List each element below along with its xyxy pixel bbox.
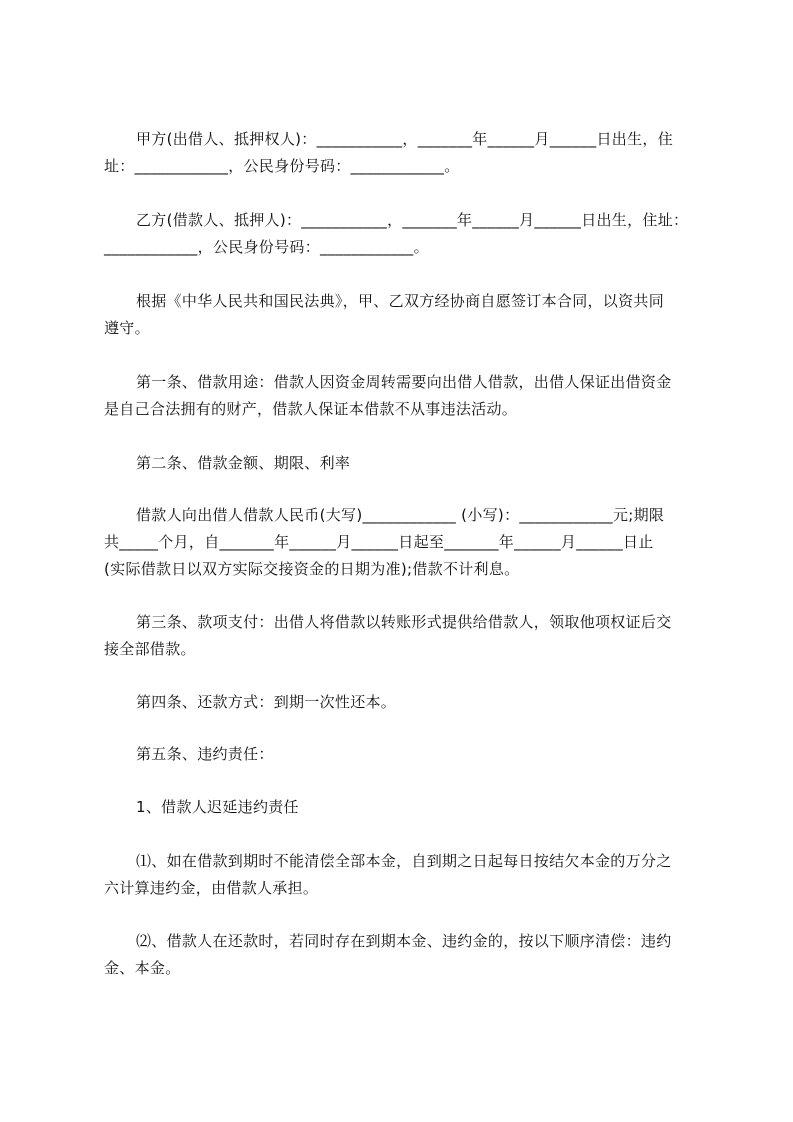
preamble-line-1: 根据《中华人民共和国民法典》，甲、乙双方经协商自愿签订本合同，以资共同	[136, 292, 665, 310]
article-3-paragraph	[104, 609, 714, 663]
clause-1-2-paragraph	[104, 928, 714, 982]
party-b-paragraph	[104, 207, 714, 261]
article-1-line-2: 是自己合法拥有的财产，借款人保证本借款不从事违法活动。	[104, 400, 518, 418]
party-a-paragraph	[104, 126, 714, 180]
party-a-line-1: 甲方(出借人、抵押权人)：___________，_______年______月______日出生，住	[136, 130, 674, 148]
clause-1-1-line-1: ⑴、如在借款到期时不能清偿全部本金，自到期之日起每日按结欠本金的万分之	[136, 852, 672, 870]
party-b-line-2: ____________，公民身份号码：____________。	[104, 238, 429, 256]
preamble-paragraph	[104, 288, 714, 342]
clause-1-title: 1、借款人迟延违约责任	[136, 798, 299, 816]
article-2-line-3: (实际借款日以双方实际交接资金的日期为准);借款不计利息。	[104, 560, 520, 578]
clause-1-2-line-2: 金、本金。	[104, 959, 181, 977]
party-a-line-2: 址：____________，公民身份号码：____________。	[104, 157, 460, 175]
article-2-line-1: 借款人向出借人借款人民币(大写)____________ (小写)：____________元;期限	[136, 506, 665, 524]
clause-1-1-paragraph	[104, 848, 714, 902]
article-3-line-1: 第三条、款项支付：出借人将借款以转账形式提供给借款人，领取他项权证后交	[136, 613, 672, 631]
preamble-line-2: 遵守。	[104, 319, 150, 337]
clause-1-2-line-1: ⑵、借款人在还款时，若同时存在到期本金、违约金的，按以下顺序清偿：违约	[136, 932, 672, 950]
article-2-title: 第二条、借款金额、期限、利率	[136, 454, 351, 472]
clause-1-1-line-2: 六计算违约金，由借款人承担。	[104, 879, 319, 897]
article-3-line-2: 接全部借款。	[104, 640, 196, 658]
article-1-paragraph	[104, 369, 714, 423]
article-1-line-1: 第一条、借款用途：借款人因资金周转需要向出借人借款，出借人保证出借资金	[136, 373, 672, 391]
article-5-title: 第五条、违约责任：	[136, 745, 274, 763]
article-2-line-2: 共_____个月，自_______年______月______日起至_______年______月______日止	[104, 533, 654, 551]
article-2-body	[104, 502, 714, 583]
party-b-line-1: 乙方(借款人、抵押人)：___________，_______年______月______日出生，住址：	[136, 211, 689, 229]
article-4-paragraph: 第四条、还款方式：到期一次性还本。	[136, 693, 397, 711]
